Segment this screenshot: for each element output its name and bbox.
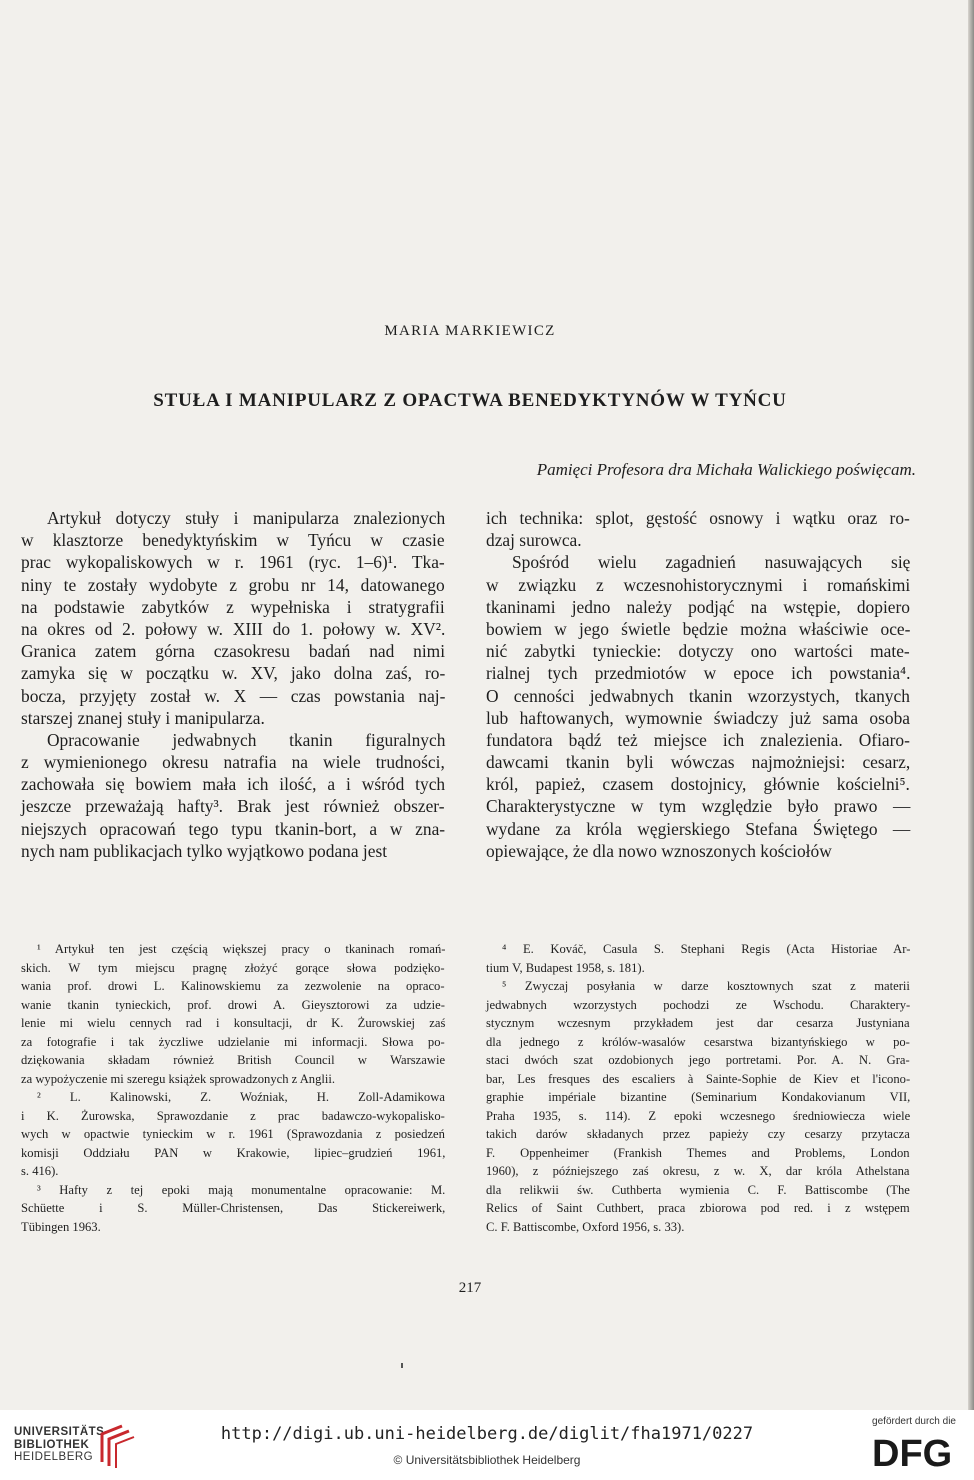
body-text-line: Artykuł dotyczy stuły i manipularza znalezionych [47,508,446,528]
body-text-line: w klasztorze benedyktyńskim w Tyńcu w czasie [21,530,445,551]
body-text-line: fundatora bądź też miejsce ich znalezienia. Ofiaro- [486,729,910,750]
body-text-line: na podstawie zabytków z wypełniska i stratygrafii [21,596,445,617]
footnote-line: skich. W tym miejscu pragnę złożyć gorące słowa podzięko- [21,960,445,975]
body-text-line: O cenności jedwabnych tkanin wzorzystych, tkanych [486,685,910,706]
footnote-line: s. 416). [21,1164,59,1178]
body-text-line: nych nam publikacjach tylko wyjątkowo podana jest [21,840,388,861]
article-title: STUŁA I MANIPULARZ Z OPACTWA BENEDYKTYNÓW W TYŃCU [153,390,787,411]
body-text-line: lub haftowanych, wymownie świadczy już sama osoba [486,707,911,728]
body-text-line: Spośród wielu zagadnień nasuwających się [512,552,911,573]
body-text-line: starszej znanej stuły i manipularza. [21,707,265,728]
library-name-line-2: BIBLIOTHEK [14,1438,90,1451]
library-name-line-1: UNIVERSITÄTS- [14,1426,109,1438]
footnote-line: ² L. Kalinowski, Z. Woźniak, H. Zoll-Adamikowa [37,1090,445,1104]
footnote-line: ¹ Artykuł ten jest częścią większej pracy o tkaninach romań- [37,942,446,956]
permalink-url[interactable]: http://digi.ub.uni-heidelberg.de/diglit/fha1971/0227 [220,1424,754,1444]
footnote-line: wych w opactwie tynieckim w r. 1961 (Sprawozdania z posiedzeń [21,1127,445,1141]
dedication: Pamięci Profesora dra Michała Walickiego poświęcam. [536,460,916,479]
body-text-line: na okres od 2. połowy w. XIII do 1. połowy w. XV². [21,618,446,639]
body-text-line: dzaj surowca. [486,530,582,551]
body-column-left [21,507,445,862]
footnote-line: ⁵ Zwyczaj posyłania w darze kosztownych szat z materii [502,979,910,993]
page-number: 217 [458,1280,482,1296]
body-text-line: Opracowanie jedwabnych tkanin figuralnych [47,729,446,750]
footnote-line: za fotografie i tak życzliwe udzielanie mi informacji. Słowa po- [21,1034,445,1049]
footnote-line: dla jednego z królów-wasalów cesarstwa bizantyńskiego w po- [486,1034,910,1049]
funding-caption: gefördert durch die [872,1416,956,1427]
footnote-line: i K. Żurowska, Sprawozdanie z prac badawczo-wykopalisko- [21,1108,445,1123]
body-text-line: jeszcze przeważają hafty³. Brak jest również obszer- [21,796,445,817]
body-text-line: w związku z wczesnohistorycznymi i romańskimi [486,574,911,595]
footnote-line: komisji Oddziału PAN w Krakowie, lipiec–grudzień 1961, [21,1145,446,1160]
body-text-line: zamyka się w początku w. XV, jako dolna zaś, ro- [21,663,446,684]
body-text-line: bocza, przyjęty został w. X — czas powstania naj- [21,685,446,706]
footnote-line: jedwabnych wzorzystych pochodzi ze Wschodu. Charaktery- [486,997,911,1012]
dfg-logo[interactable] [872,1431,958,1471]
footnote-line: Relics of Saint Cuthbert, praca zbiorowa pod red. i z wstępem [486,1201,910,1215]
footnote-line: wania prof. drowi L. Kalinowskiemu za zezwolenie na opraco- [21,979,445,993]
body-text-line: tkaninami jedno należy podjąć na wstępie, dopiero [486,596,910,617]
copyright-notice: © Universitätsbibliothek Heidelberg [393,1453,581,1467]
body-text-line: rialnej tych przedmiotów w epoce ich powstania⁴. [486,663,911,684]
footnote-line: 1960), z późniejszego zaś okresu, z w. X, dar króla Athelstana [486,1164,910,1178]
body-text-line: Charakterystyczne w tym względzie było prawo — [486,796,911,817]
page-edge-shadow [968,0,974,1410]
footnote-line: Schüette i S. Müller-Christensen, Das Stickereiwerk, [21,1201,446,1215]
footnote-line: Praha 1935, s. 114). Z epoki wczesnego średniowiecza wiele [486,1108,911,1123]
body-text-line: król, papież, czasem dostojnicy, głównie kościelni⁵. [486,774,910,795]
footnote-line: dla relikwii św. Cuthberta wymienia C. F. Battiscombe (The [486,1182,910,1197]
footnote-line: ³ Hafty z tej epoki mają monumentalne opracowanie: M. [37,1182,446,1197]
body-text-line: zachowała się bowiem mała ich ilość, a i wśród tych [21,774,446,795]
viewer-footer [0,1410,974,1480]
body-text-line: bowiem w jego świetle będzie można właściwie oce- [486,618,911,639]
footnote-line: C. F. Battiscombe, Oxford 1956, s. 33). [486,1219,685,1234]
footnote-line: staci dwóch szat ozdobionych jego portretami. Por. A. N. Gra- [486,1053,910,1067]
body-text-line: wydane za króla węgierskiego Stefana Świętego — [486,818,911,839]
scan-speck [401,1363,403,1368]
footnotes-column-right [486,940,910,1236]
footnote-line: takich darów składanych przez papieży czy cesarzy przytacza [486,1127,910,1141]
footnote-line: za wypożyczenie mi szeregu książek sprowadzonych z Anglii. [21,1071,336,1086]
body-text-line: niejszych opracowań tego typu tkanin-bort, a w zna- [21,818,446,839]
library-logo-icon [96,1422,136,1470]
body-text-line: prac wykopaliskowych w r. 1961 (ryc. 1–6)¹. Tka- [21,552,445,573]
footnote-line: tium V, Budapest 1958, s. 181). [486,960,645,975]
body-text-line: dawcami tkanin byli wówczas najmożniejsi: cesarz, [486,752,911,773]
author-name: MARIA MARKIEWICZ [384,323,556,339]
body-text-line: nić zabytki tynieckie: dotyczy ono wartości mate- [486,641,910,662]
footnote-line: stycznym wczesnym przykładem jest dar cesarza Justyniana [486,1016,910,1030]
body-column-right [486,507,910,862]
footnote-line: ⁴ E. Kováč, Casula S. Stephani Regis (Acta Historiae Ar- [502,942,911,956]
body-text-line: Granica zatem górna czasokresu badań nad nimi [21,641,446,662]
footnote-line: F. Oppenheimer (Frankish Themes and Problems, London [486,1145,910,1160]
dfg-logo-text: DFG [872,1433,953,1471]
footnote-line: wanie tkanin tynieckich, prof. drowi A. Gieysztorowi za udzie- [21,997,445,1012]
footnote-line: Tübingen 1963. [21,1219,101,1234]
body-text-line: opiewające, że dla nowo wznoszonych kościołów [486,840,832,861]
body-text-line: z wymienionego okresu natrafia na wiele trudności, [21,752,445,773]
footnote-line: graphie impériale bizantine (Seminarium Kondakovianum VII, [486,1090,911,1104]
body-text-line: niny te zostały wydobyte z grobu nr 14, datowanego [21,574,445,595]
footnote-line: lenie mi wielu cennych rad i konsultacji, dr K. Żurowskiej zaś [21,1016,446,1030]
body-text-line: ich technika: splot, gęstość osnowy i wątku oraz ro- [486,508,910,528]
footnotes-column-left [21,940,445,1236]
library-logo-text[interactable] [14,1426,109,1464]
footnote-line: bar, Les fresques des escaliers à Sainte-Sophie de Kiev et l'icono- [486,1071,911,1086]
library-name-line-3: HEIDELBERG [14,1451,94,1463]
footnote-line: dziękowania składam również British Council w Warszawie [21,1053,446,1067]
